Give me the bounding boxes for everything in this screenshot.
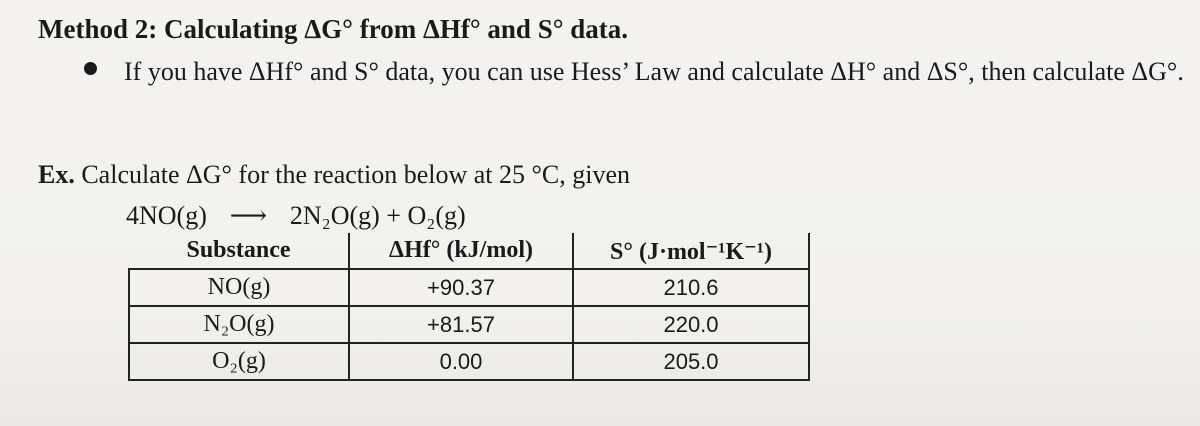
example-label: Ex.: [38, 160, 75, 189]
header-entropy: S° (J·mol⁻¹K⁻¹): [573, 233, 809, 269]
table-row: [129, 343, 809, 380]
cell-enthalpy: 0.00: [349, 343, 573, 380]
header-enthalpy: ΔHf° (kJ/mol): [349, 233, 573, 269]
table-row: [129, 269, 809, 306]
cell-substance: O₂(g): [129, 343, 349, 380]
table-row: [129, 306, 809, 343]
reaction-equation: [126, 201, 466, 231]
cell-substance: NO(g): [129, 269, 349, 306]
cell-entropy: 210.6: [573, 269, 809, 306]
reaction-arrow-icon: ⟶: [229, 201, 268, 230]
table-header-row: [129, 233, 809, 269]
cell-enthalpy: +81.57: [349, 306, 573, 343]
reaction-products: 2N₂O(g) + O₂(g): [289, 201, 466, 230]
cell-entropy: 205.0: [573, 343, 809, 380]
thermo-data-table: [128, 233, 810, 381]
reaction-reactants: 4NO(g): [126, 201, 207, 230]
cell-entropy: 220.0: [573, 306, 809, 343]
example-text: Calculate ΔG° for the reaction below at 25 °C, given: [81, 160, 631, 189]
method-heading: Method 2: Calculating ΔG° from ΔHf° and S° data.: [38, 14, 629, 44]
header-substance: Substance: [129, 233, 349, 269]
cell-substance: N₂O(g): [129, 306, 349, 343]
example-line: [38, 160, 630, 190]
cell-enthalpy: +90.37: [349, 269, 573, 306]
bullet-text: If you have ΔHf° and S° data, you can use Hess’ Law and calculate ΔH° and ΔS°, then calculate ΔG°.: [124, 57, 1184, 86]
bullet-point-icon: [84, 62, 97, 75]
